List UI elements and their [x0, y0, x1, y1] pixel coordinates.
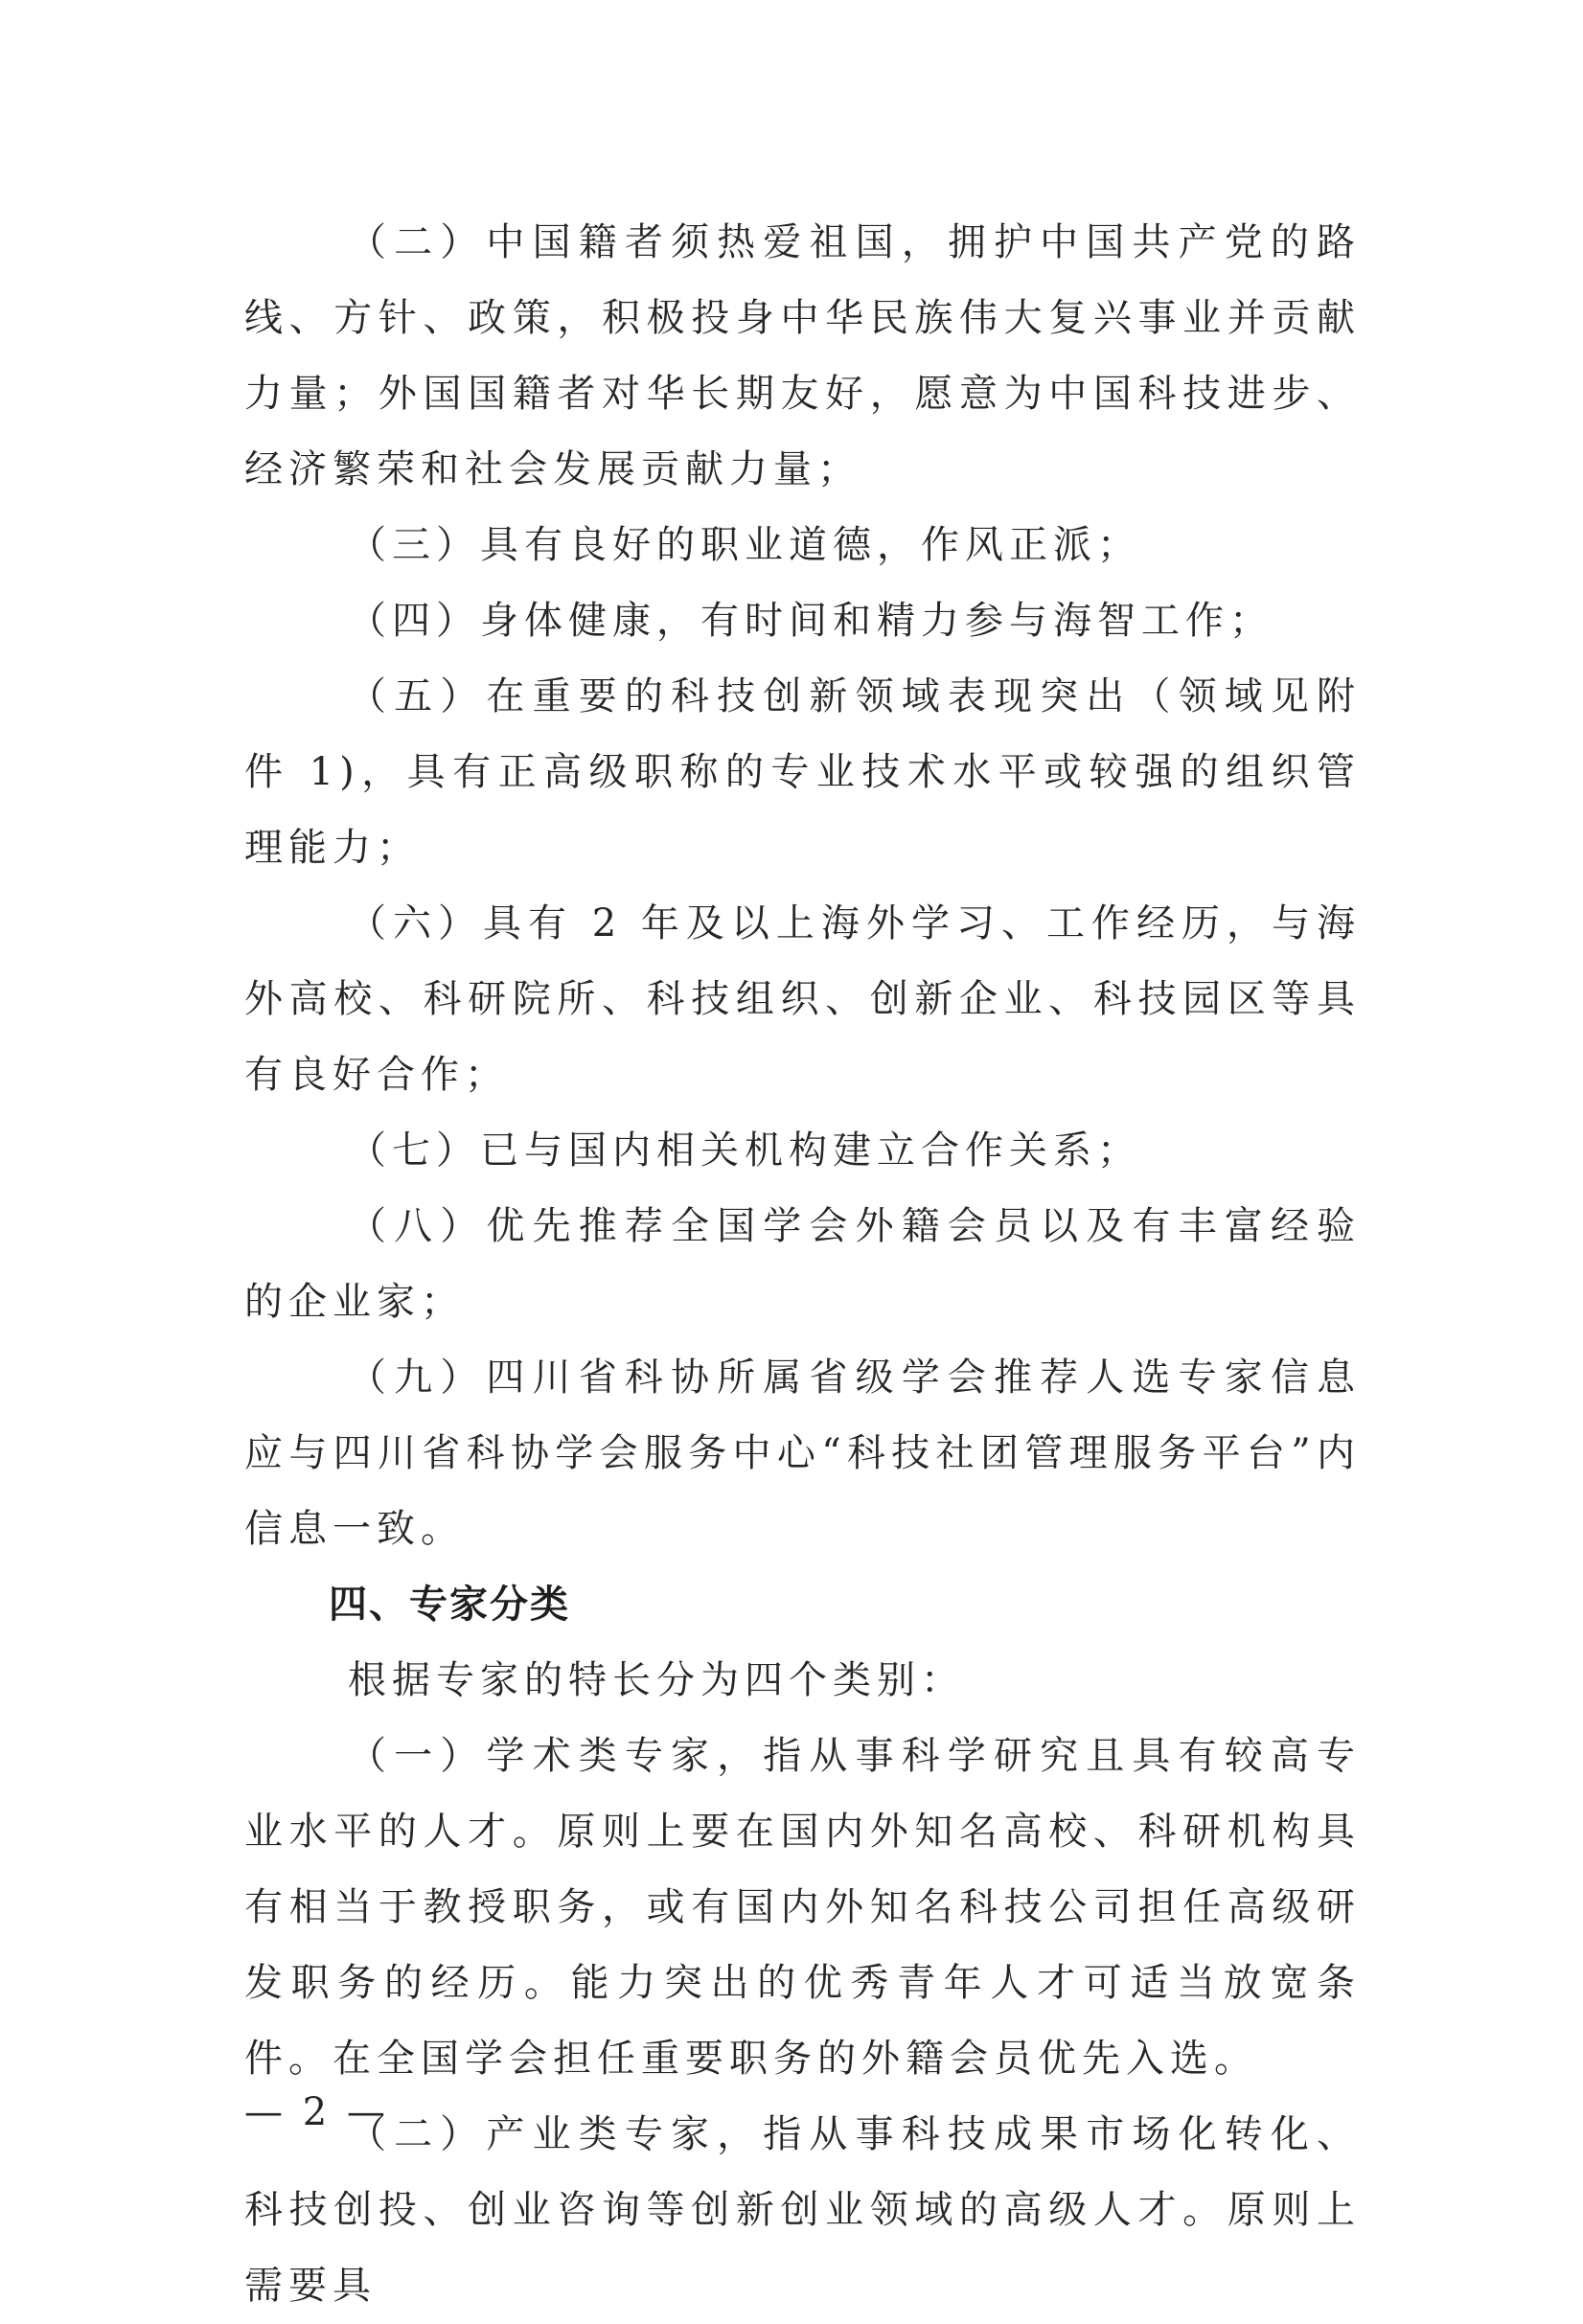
- paragraph-requirement-6: （六）具有 2 年及以上海外学习、工作经历，与海外高校、科研院所、科技组织、创新企业、科技园区等具有良好合作；: [244, 901, 1361, 1097]
- paragraph-category-industry: （二）产业类专家，指从事科技成果市场化转化、科技创投、创业咨询等创新创业领域的高级人才。原则上需要具: [244, 2112, 1361, 2308]
- paragraph-requirement-2: （二）中国籍者须热爱祖国，拥护中国共产党的路线、方针、政策，积极投身中华民族伟大复兴事业并贡献力量；外国国籍者对华长期友好，愿意为中国科技进步、经济繁荣和社会发展贡献力量；: [244, 220, 1361, 491]
- paragraph-category-academic: （一）学术类专家，指从事科学研究且具有较高专业水平的人才。原则上要在国内外知名高校、科研机构具有相当于教授职务，或有国内外知名科技公司担任高级研发职务的经历。能力突出的优秀青年人才可适当放宽条件。在全国学会担任重要职务的外籍会员优先入选。: [244, 1734, 1361, 2081]
- page-number: — 2 —: [244, 2090, 389, 2134]
- paragraph-category-intro: 根据专家的特长分为四个类别：: [348, 1658, 965, 1702]
- document-body: [244, 205, 1361, 2324]
- paragraph-requirement-9: （九）四川省科协所属省级学会推荐人选专家信息应与四川省科协学会服务中心“科技社团管理服务平台”内信息一致。: [244, 1356, 1361, 1551]
- paragraph-requirement-7: （七）已与国内相关机构建立合作关系；: [348, 1128, 1141, 1173]
- paragraph-requirement-8: （八）优先推荐全国学会外籍会员以及有丰富经验的企业家；: [244, 1204, 1361, 1324]
- paragraph-requirement-4: （四）身体健康，有时间和精力参与海智工作；: [348, 599, 1273, 643]
- paragraph-requirement-5: （五）在重要的科技创新领域表现突出（领域见附件 1)，具有正高级职称的专业技术水平或较强的组织管理能力；: [244, 674, 1361, 870]
- paragraph-requirement-3: （三）具有良好的职业道德，作风正派；: [348, 523, 1141, 567]
- section-heading-expert-categories: 四、专家分类: [329, 1583, 570, 1627]
